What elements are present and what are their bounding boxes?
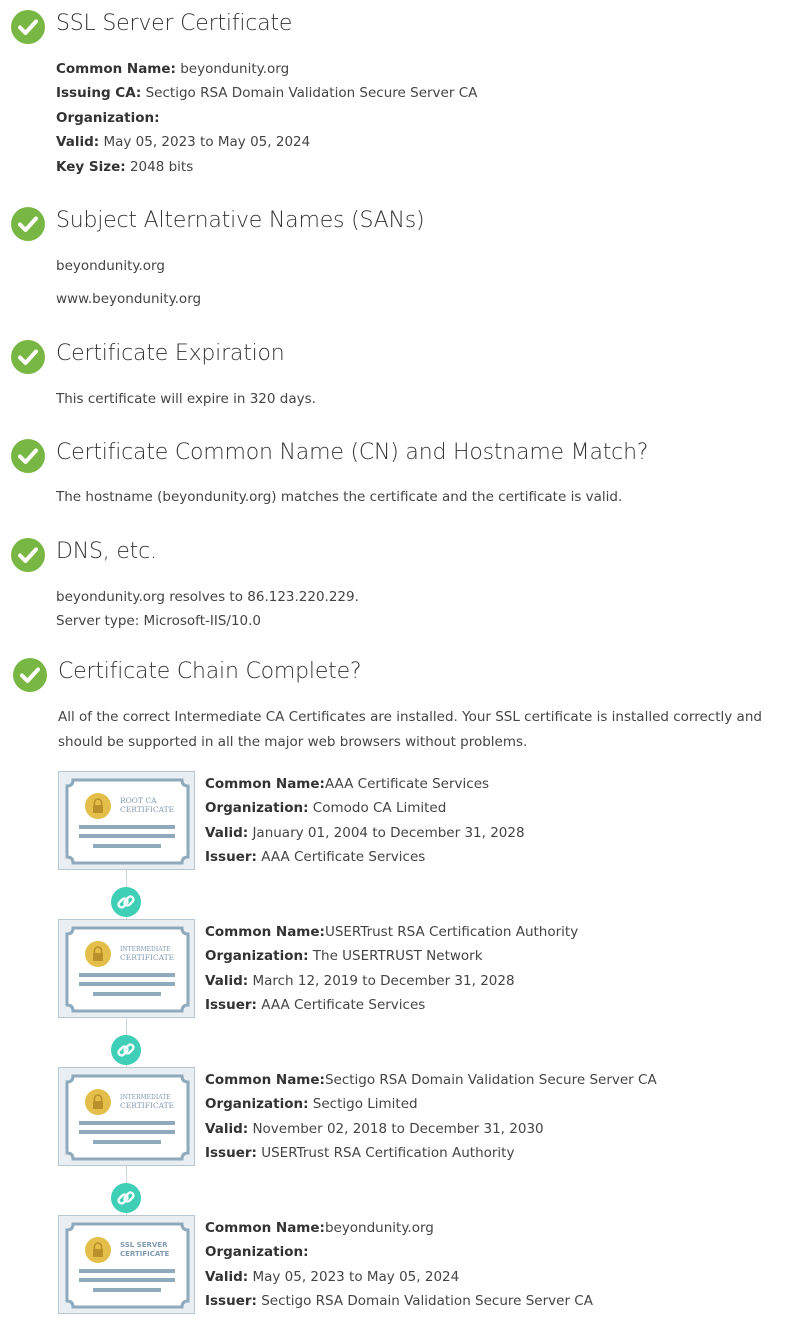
cert-issuer-row bbox=[205, 845, 525, 869]
valid-value: May 05, 2023 to May 05, 2024 bbox=[103, 134, 311, 150]
section-title: Certificate Expiration bbox=[56, 341, 285, 366]
section-title: DNS, etc. bbox=[56, 539, 157, 564]
san-item: beyondunity.org bbox=[56, 258, 165, 274]
cert-issuer-label: Issuer: bbox=[205, 848, 257, 865]
cert-badge-line2: CERTIFICATE bbox=[120, 953, 175, 962]
cert-valid-value: November 02, 2018 to December 31, 2030 bbox=[252, 1120, 544, 1137]
cert-valid-row bbox=[205, 1265, 593, 1289]
cert-valid-row bbox=[205, 969, 578, 993]
cert-issuer-label: Issuer: bbox=[205, 1144, 257, 1161]
certificate-details bbox=[205, 772, 525, 869]
hostname-text: The hostname (beyondunity.org) matches the certificate and the certificate is valid. bbox=[56, 489, 623, 505]
section-title: Certificate Common Name (CN) and Hostname Match? bbox=[56, 440, 649, 465]
cert-valid-label: Valid: bbox=[205, 972, 249, 989]
cert-organization-row bbox=[205, 796, 525, 820]
certificate-icon bbox=[58, 1215, 195, 1314]
key-size-label: Key Size: bbox=[56, 159, 126, 175]
common-name-value: beyondunity.org bbox=[180, 61, 290, 77]
cert-valid-value: January 01, 2004 to December 31, 2028 bbox=[252, 824, 525, 841]
organization-label: Organization: bbox=[56, 110, 160, 126]
cert-common-name-value: AAA Certificate Services bbox=[324, 776, 490, 792]
cert-issuer-label: Issuer: bbox=[205, 996, 257, 1013]
cert-common-name-label: Common Name: bbox=[205, 776, 325, 792]
certificate-icon bbox=[58, 1067, 195, 1166]
cert-organization-value: Sectigo Limited bbox=[312, 1096, 418, 1113]
cert-issuer-label: Issuer: bbox=[205, 1292, 257, 1309]
expiration-text: This certificate will expire in 320 days. bbox=[56, 391, 316, 407]
cert-issuer-value: AAA Certificate Services bbox=[261, 848, 426, 865]
cert-common-name-row bbox=[205, 1216, 593, 1240]
cert-common-name-label: Common Name: bbox=[205, 1220, 325, 1236]
cert-valid-row bbox=[205, 821, 525, 845]
common-name-label: Common Name: bbox=[56, 61, 176, 77]
certificate-details bbox=[205, 920, 578, 1017]
cert-organization-value: Comodo CA Limited bbox=[312, 800, 447, 817]
san-item: www.beyondunity.org bbox=[56, 291, 202, 307]
certificate-icon bbox=[58, 771, 195, 870]
cert-organization-label: Organization: bbox=[205, 800, 309, 817]
cert-common-name-value: Sectigo RSA Domain Validation Secure Server CA bbox=[324, 1072, 657, 1088]
cert-issuer-value: USERTrust RSA Certification Authority bbox=[261, 1144, 515, 1161]
certificate-icon bbox=[58, 919, 195, 1018]
cert-issuer-value: AAA Certificate Services bbox=[261, 996, 426, 1013]
cert-badge-line1: INTERMEDIATE bbox=[120, 1094, 171, 1101]
cert-badge-line2: CERTIFICATE bbox=[120, 805, 175, 814]
cert-badge-line1: INTERMEDIATE bbox=[120, 946, 171, 953]
cert-common-name-row bbox=[205, 920, 578, 944]
section-title: Subject Alternative Names (SANs) bbox=[56, 208, 425, 233]
cert-organization-row bbox=[205, 1240, 593, 1264]
cert-issuer-value: Sectigo RSA Domain Validation Secure Server CA bbox=[261, 1292, 593, 1309]
cert-organization-label: Organization: bbox=[205, 948, 309, 965]
cert-organization-value: The USERTRUST Network bbox=[312, 948, 483, 965]
cert-common-name-label: Common Name: bbox=[205, 924, 325, 940]
cert-common-name-row bbox=[205, 1068, 657, 1092]
cert-issuer-row bbox=[205, 993, 578, 1017]
section-title: SSL Server Certificate bbox=[56, 11, 293, 36]
link-icon bbox=[111, 887, 141, 917]
server-type-text: Server type: Microsoft-IIS/10.0 bbox=[56, 613, 262, 629]
check-circle-icon bbox=[13, 658, 47, 692]
cert-organization-row bbox=[205, 1092, 657, 1116]
cert-issuer-row bbox=[205, 1289, 593, 1313]
cert-organization-label: Organization: bbox=[205, 1244, 309, 1261]
cert-common-name-row bbox=[205, 772, 525, 796]
certificate-details bbox=[205, 1068, 657, 1165]
dns-resolves-text: beyondunity.org resolves to 86.123.220.229. bbox=[56, 589, 359, 605]
chain-description: All of the correct Intermediate CA Certificates are installed. Your SSL certificate is installed correctly and should be supported in all the major web browsers without problems. bbox=[58, 709, 762, 750]
cert-common-name-value: beyondunity.org bbox=[324, 1220, 434, 1236]
cert-organization-label: Organization: bbox=[205, 1096, 309, 1113]
cert-badge-line2: CERTIFICATE bbox=[120, 1101, 175, 1110]
section-title: Certificate Chain Complete? bbox=[58, 659, 362, 684]
cert-valid-label: Valid: bbox=[205, 824, 249, 841]
cert-valid-value: March 12, 2019 to December 31, 2028 bbox=[252, 972, 515, 989]
link-icon bbox=[111, 1183, 141, 1213]
key-size-value: 2048 bits bbox=[129, 159, 194, 175]
cert-valid-row bbox=[205, 1117, 657, 1141]
cert-badge-line1: ROOT CA bbox=[120, 796, 157, 805]
cert-issuer-row bbox=[205, 1141, 657, 1165]
cert-valid-label: Valid: bbox=[205, 1268, 249, 1285]
valid-label: Valid: bbox=[56, 134, 100, 150]
cert-badge-line1: SSL SERVER bbox=[120, 1241, 168, 1249]
cert-common-name-value: USERTrust RSA Certification Authority bbox=[324, 924, 579, 940]
cert-badge-line2: CERTIFICATE bbox=[120, 1250, 170, 1258]
cert-valid-value: May 05, 2023 to May 05, 2024 bbox=[252, 1268, 460, 1285]
link-icon bbox=[111, 1035, 141, 1065]
cert-valid-label: Valid: bbox=[205, 1120, 249, 1137]
issuing-ca-label: Issuing CA: bbox=[56, 85, 142, 101]
issuing-ca-value: Sectigo RSA Domain Validation Secure Server CA bbox=[145, 85, 478, 101]
cert-organization-row bbox=[205, 944, 578, 968]
certificate-details bbox=[205, 1216, 593, 1313]
cert-common-name-label: Common Name: bbox=[205, 1072, 325, 1088]
